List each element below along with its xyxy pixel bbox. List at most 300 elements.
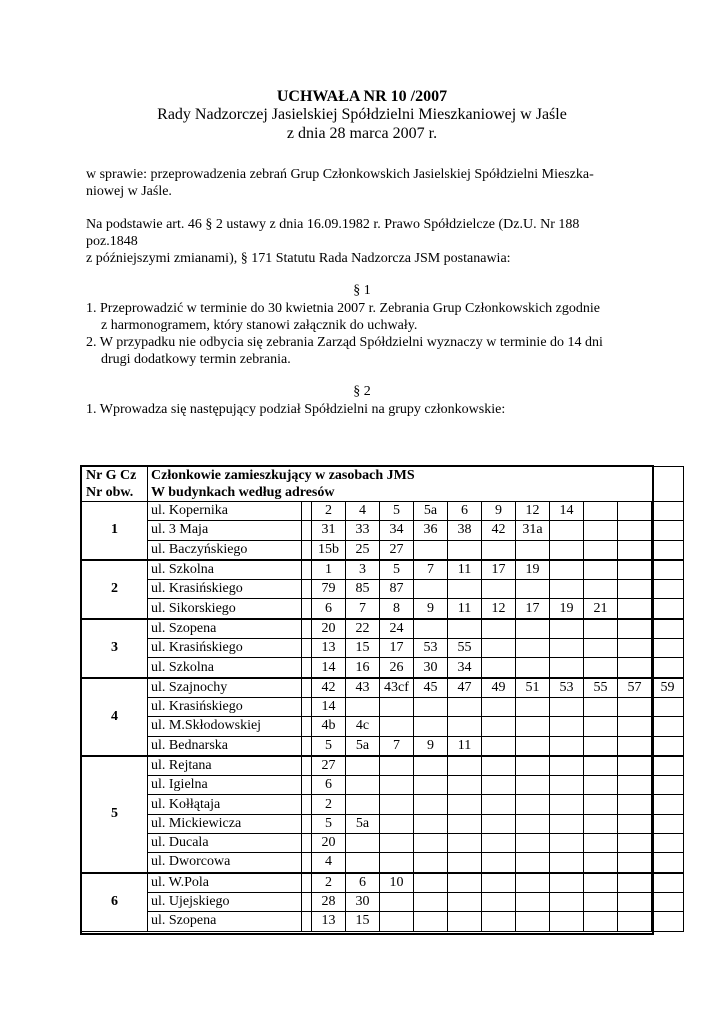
- empty-cell: [380, 814, 414, 833]
- empty-cell: [618, 619, 652, 639]
- house-number-cell: 17: [482, 560, 516, 580]
- empty-cell: [618, 540, 652, 560]
- table-row: [82, 540, 684, 560]
- house-number-cell: 24: [380, 619, 414, 639]
- house-number-cell: 15: [346, 639, 380, 658]
- empty-cell: [414, 756, 448, 776]
- house-number-cell: 28: [312, 892, 346, 911]
- empty-cell: [550, 736, 584, 756]
- street-cell: ul. Krasińskiego: [148, 639, 302, 658]
- empty-cell: [550, 892, 584, 911]
- empty-cell: [482, 814, 516, 833]
- street-cell: ul. M.Skłodowskiej: [148, 717, 302, 736]
- house-number-cell: 4: [312, 853, 346, 873]
- empty-cell: [448, 619, 482, 639]
- paragraph-2-heading: § 2: [353, 384, 371, 399]
- table-row: [82, 560, 684, 580]
- empty-cell: [550, 717, 584, 736]
- house-number-cell: 11: [448, 599, 482, 619]
- table-row: [82, 502, 684, 521]
- empty-cell: [448, 795, 482, 814]
- house-number-cell: 55: [584, 678, 618, 698]
- spacer-cell: [302, 658, 312, 678]
- house-number-cell: 8: [380, 599, 414, 619]
- house-number-cell: 4: [346, 502, 380, 521]
- house-number-cell: 57: [618, 678, 652, 698]
- street-cell: ul. Szkolna: [148, 658, 302, 678]
- house-number-cell: 16: [346, 658, 380, 678]
- house-number-cell: 38: [448, 521, 482, 540]
- street-cell: ul. Bednarska: [148, 736, 302, 756]
- house-number-cell: 21: [584, 599, 618, 619]
- empty-cell: [550, 834, 584, 853]
- point-2-line-2: drugi dodatkowy termin zebrania.: [101, 352, 291, 367]
- empty-cell: [516, 658, 550, 678]
- street-cell: ul. Krasińskiego: [148, 580, 302, 599]
- members-header: [148, 467, 684, 485]
- members-header-line-2: W budynkach według adresów: [151, 485, 335, 500]
- group-number-cell: 3: [82, 619, 148, 678]
- house-number-cell: 15b: [312, 540, 346, 560]
- empty-cell: [652, 853, 684, 873]
- house-number-cell: 12: [516, 502, 550, 521]
- house-number-cell: 7: [380, 736, 414, 756]
- empty-cell: [448, 580, 482, 599]
- street-cell: ul. Mickiewicza: [148, 814, 302, 833]
- empty-cell: [482, 892, 516, 911]
- street-cell: ul. W.Pola: [148, 873, 302, 893]
- house-number-cell: 55: [448, 639, 482, 658]
- house-number-cell: 13: [312, 912, 346, 931]
- empty-cell: [414, 717, 448, 736]
- table-row: [82, 756, 684, 776]
- point-1-line-1: 1. Przeprowadzić w terminie do 30 kwietnia 2007 r. Zebrania Grup Członkowskich zgodnie: [86, 301, 600, 316]
- empty-cell: [652, 776, 684, 795]
- empty-cell: [516, 639, 550, 658]
- house-number-cell: 27: [312, 756, 346, 776]
- table-row: [82, 599, 684, 619]
- house-number-cell: 30: [414, 658, 448, 678]
- house-number-cell: 5a: [346, 814, 380, 833]
- house-number-cell: 12: [482, 599, 516, 619]
- house-number-cell: 51: [516, 678, 550, 698]
- empty-cell: [618, 580, 652, 599]
- street-cell: ul. Dworcowa: [148, 853, 302, 873]
- empty-cell: [550, 540, 584, 560]
- house-number-cell: 7: [346, 599, 380, 619]
- empty-cell: [618, 599, 652, 619]
- table-row: [82, 873, 684, 893]
- empty-cell: [550, 814, 584, 833]
- empty-cell: [448, 697, 482, 716]
- empty-cell: [380, 853, 414, 873]
- paragraph-1-heading: § 1: [353, 283, 371, 298]
- empty-cell: [448, 717, 482, 736]
- legal-basis-line-1: Na podstawie art. 46 § 2 ustawy z dnia 16.09.1982 r. Prawo Spółdzielcze (Dz.U. Nr 188: [86, 217, 580, 232]
- empty-cell: [618, 834, 652, 853]
- house-number-cell: 33: [346, 521, 380, 540]
- members-header-line-1: Członkowie zamieszkujący w zasobach JMS: [151, 468, 415, 483]
- empty-cell: [380, 776, 414, 795]
- empty-cell: [414, 873, 448, 893]
- table-row: [82, 639, 684, 658]
- table-row: [82, 717, 684, 736]
- table-row: [82, 834, 684, 853]
- house-number-cell: 30: [346, 892, 380, 911]
- spacer-cell: [302, 853, 312, 873]
- empty-cell: [516, 912, 550, 931]
- empty-cell: [414, 814, 448, 833]
- table-row: [82, 853, 684, 873]
- house-number-cell: 19: [516, 560, 550, 580]
- empty-cell: [652, 697, 684, 716]
- empty-cell: [482, 697, 516, 716]
- spacer-cell: [302, 814, 312, 833]
- empty-cell: [482, 540, 516, 560]
- empty-cell: [550, 580, 584, 599]
- house-number-cell: 31a: [516, 521, 550, 540]
- empty-cell: [550, 658, 584, 678]
- empty-cell: [618, 639, 652, 658]
- empty-cell: [584, 814, 618, 833]
- spacer-cell: [302, 619, 312, 639]
- house-number-cell: 34: [380, 521, 414, 540]
- house-number-cell: 42: [482, 521, 516, 540]
- house-number-cell: 17: [380, 639, 414, 658]
- empty-cell: [652, 912, 684, 931]
- house-number-cell: 13: [312, 639, 346, 658]
- empty-cell: [584, 834, 618, 853]
- empty-cell: [414, 834, 448, 853]
- house-number-cell: 5: [312, 736, 346, 756]
- empty-cell: [618, 658, 652, 678]
- empty-cell: [652, 892, 684, 911]
- empty-cell: [584, 756, 618, 776]
- empty-cell: [482, 619, 516, 639]
- group-number-cell: 1: [82, 502, 148, 560]
- spacer-cell: [302, 580, 312, 599]
- house-number-cell: 45: [414, 678, 448, 698]
- empty-cell: [618, 912, 652, 931]
- house-number-cell: 5: [380, 560, 414, 580]
- spacer-cell: [302, 521, 312, 540]
- empty-cell: [414, 580, 448, 599]
- empty-cell: [414, 776, 448, 795]
- empty-cell: [652, 736, 684, 756]
- house-number-cell: 17: [516, 599, 550, 619]
- spacer-cell: [302, 639, 312, 658]
- empty-cell: [516, 814, 550, 833]
- empty-cell: [414, 697, 448, 716]
- street-cell: ul. Rejtana: [148, 756, 302, 776]
- group-number-cell: 4: [82, 678, 148, 756]
- house-number-cell: 3: [346, 560, 380, 580]
- table-row: [82, 814, 684, 833]
- empty-cell: [584, 892, 618, 911]
- empty-cell: [652, 619, 684, 639]
- empty-cell: [584, 560, 618, 580]
- empty-cell: [652, 717, 684, 736]
- house-number-cell: 19: [550, 599, 584, 619]
- empty-cell: [652, 873, 684, 893]
- empty-cell: [584, 521, 618, 540]
- resolution-subtitle: Rady Nadzorczej Jasielskiej Spółdzielni Mieszkaniowej w Jaśle: [157, 106, 567, 123]
- empty-cell: [584, 717, 618, 736]
- house-number-cell: 20: [312, 834, 346, 853]
- spacer-cell: [302, 502, 312, 521]
- house-number-cell: 36: [414, 521, 448, 540]
- table-row: [82, 776, 684, 795]
- empty-cell: [414, 912, 448, 931]
- empty-cell: [448, 756, 482, 776]
- house-number-cell: 85: [346, 580, 380, 599]
- street-cell: ul. Szopena: [148, 912, 302, 931]
- empty-cell: [652, 599, 684, 619]
- empty-cell: [584, 639, 618, 658]
- empty-cell: [618, 736, 652, 756]
- spacer-cell: [302, 599, 312, 619]
- empty-cell: [516, 873, 550, 893]
- empty-cell: [448, 834, 482, 853]
- house-number-cell: 11: [448, 736, 482, 756]
- house-number-cell: 14: [312, 658, 346, 678]
- table-row: [82, 658, 684, 678]
- house-number-cell: 6: [312, 776, 346, 795]
- subject-line-2: niowej w Jaśle.: [86, 184, 172, 199]
- empty-cell: [550, 853, 584, 873]
- spacer-cell: [302, 795, 312, 814]
- house-number-cell: 6: [448, 502, 482, 521]
- point-1-line-2: z harmonogramem, który stanowi załącznik do uchwały.: [101, 318, 418, 333]
- member-groups-table: [81, 466, 684, 932]
- house-number-cell: 5: [312, 814, 346, 833]
- empty-cell: [618, 717, 652, 736]
- table-row: [82, 678, 684, 698]
- house-number-cell: 59: [652, 678, 684, 698]
- house-number-cell: 4b: [312, 717, 346, 736]
- street-cell: ul. Sikorskiego: [148, 599, 302, 619]
- point-3-line-1: 1. Wprowadza się następujący podział Spółdzielni na grupy członkowskie:: [86, 402, 506, 417]
- empty-cell: [346, 697, 380, 716]
- empty-cell: [618, 560, 652, 580]
- empty-cell: [482, 873, 516, 893]
- empty-cell: [584, 580, 618, 599]
- spacer-cell: [302, 892, 312, 911]
- table-header-row: [82, 467, 684, 485]
- empty-cell: [448, 873, 482, 893]
- group-number-cell: 5: [82, 756, 148, 873]
- empty-cell: [550, 795, 584, 814]
- empty-cell: [618, 892, 652, 911]
- house-number-cell: 7: [414, 560, 448, 580]
- empty-cell: [448, 540, 482, 560]
- house-number-cell: 47: [448, 678, 482, 698]
- house-number-cell: 2: [312, 873, 346, 893]
- empty-cell: [482, 912, 516, 931]
- empty-cell: [482, 717, 516, 736]
- empty-cell: [516, 717, 550, 736]
- table-row: [82, 795, 684, 814]
- table-row: [82, 697, 684, 716]
- house-number-cell: 79: [312, 580, 346, 599]
- empty-cell: [618, 756, 652, 776]
- empty-cell: [414, 540, 448, 560]
- empty-cell: [380, 756, 414, 776]
- table-row: [82, 892, 684, 911]
- table-row: [82, 521, 684, 540]
- empty-cell: [618, 795, 652, 814]
- empty-cell: [448, 814, 482, 833]
- empty-cell: [652, 795, 684, 814]
- members-header-sub: [148, 484, 684, 502]
- spacer-cell: [302, 540, 312, 560]
- empty-cell: [584, 795, 618, 814]
- empty-cell: [584, 912, 618, 931]
- empty-cell: [550, 521, 584, 540]
- spacer-cell: [302, 560, 312, 580]
- house-number-cell: 53: [550, 678, 584, 698]
- spacer-cell: [302, 736, 312, 756]
- empty-cell: [482, 756, 516, 776]
- empty-cell: [516, 795, 550, 814]
- street-cell: ul. Krasińskiego: [148, 697, 302, 716]
- spacer-cell: [302, 756, 312, 776]
- empty-cell: [550, 697, 584, 716]
- street-cell: ul. Szajnochy: [148, 678, 302, 698]
- house-number-cell: 5a: [414, 502, 448, 521]
- house-number-cell: 49: [482, 678, 516, 698]
- group-number-header-line-1: Nr G Cz: [86, 468, 137, 483]
- empty-cell: [584, 502, 618, 521]
- empty-cell: [516, 756, 550, 776]
- street-cell: ul. Kopernika: [148, 502, 302, 521]
- empty-cell: [380, 717, 414, 736]
- empty-cell: [652, 814, 684, 833]
- empty-cell: [346, 834, 380, 853]
- street-cell: ul. Igielna: [148, 776, 302, 795]
- empty-cell: [652, 756, 684, 776]
- house-number-cell: 22: [346, 619, 380, 639]
- house-number-cell: 11: [448, 560, 482, 580]
- spacer-cell: [302, 678, 312, 698]
- empty-cell: [618, 776, 652, 795]
- house-number-cell: 10: [380, 873, 414, 893]
- empty-cell: [584, 619, 618, 639]
- street-cell: ul. Szopena: [148, 619, 302, 639]
- house-number-cell: 15: [346, 912, 380, 931]
- empty-cell: [652, 639, 684, 658]
- empty-cell: [584, 736, 618, 756]
- house-number-cell: 20: [312, 619, 346, 639]
- spacer-cell: [302, 873, 312, 893]
- house-number-cell: 26: [380, 658, 414, 678]
- empty-cell: [346, 756, 380, 776]
- empty-cell: [414, 892, 448, 911]
- empty-cell: [380, 912, 414, 931]
- empty-cell: [414, 853, 448, 873]
- table-row: [82, 912, 684, 931]
- empty-cell: [584, 776, 618, 795]
- empty-cell: [550, 912, 584, 931]
- spacer-cell: [302, 717, 312, 736]
- empty-cell: [414, 619, 448, 639]
- empty-cell: [380, 697, 414, 716]
- empty-cell: [448, 853, 482, 873]
- empty-cell: [652, 834, 684, 853]
- house-number-cell: 14: [550, 502, 584, 521]
- house-number-cell: 43: [346, 678, 380, 698]
- point-2-line-1: 2. W przypadku nie odbycia się zebrania Zarząd Spółdzielni wyznaczy w terminie do 14 dni: [86, 335, 603, 350]
- empty-cell: [516, 580, 550, 599]
- street-cell: ul. Szkolna: [148, 560, 302, 580]
- table-row: [82, 619, 684, 639]
- empty-cell: [346, 795, 380, 814]
- street-cell: ul. Ducala: [148, 834, 302, 853]
- house-number-cell: 1: [312, 560, 346, 580]
- street-cell: ul. Baczyńskiego: [148, 540, 302, 560]
- empty-cell: [482, 658, 516, 678]
- house-number-cell: 2: [312, 502, 346, 521]
- empty-cell: [584, 697, 618, 716]
- empty-cell: [550, 560, 584, 580]
- table-row: [82, 736, 684, 756]
- table-row: [82, 580, 684, 599]
- empty-cell: [346, 853, 380, 873]
- empty-cell: [380, 834, 414, 853]
- group-number-header-line-2: Nr obw.: [86, 485, 134, 500]
- empty-cell: [618, 697, 652, 716]
- empty-cell: [516, 540, 550, 560]
- house-number-cell: 9: [414, 599, 448, 619]
- spacer-cell: [302, 697, 312, 716]
- empty-cell: [482, 853, 516, 873]
- empty-cell: [448, 912, 482, 931]
- house-number-cell: 5: [380, 502, 414, 521]
- empty-cell: [550, 619, 584, 639]
- empty-cell: [618, 873, 652, 893]
- empty-cell: [346, 776, 380, 795]
- empty-cell: [584, 658, 618, 678]
- empty-cell: [516, 619, 550, 639]
- empty-cell: [380, 892, 414, 911]
- empty-cell: [482, 580, 516, 599]
- house-number-cell: 87: [380, 580, 414, 599]
- empty-cell: [516, 697, 550, 716]
- house-number-cell: 14: [312, 697, 346, 716]
- empty-cell: [516, 834, 550, 853]
- empty-cell: [482, 776, 516, 795]
- empty-cell: [448, 776, 482, 795]
- street-cell: ul. Ujejskiego: [148, 892, 302, 911]
- house-number-cell: 6: [312, 599, 346, 619]
- house-number-cell: 42: [312, 678, 346, 698]
- empty-cell: [414, 795, 448, 814]
- empty-cell: [550, 639, 584, 658]
- empty-cell: [550, 756, 584, 776]
- empty-cell: [482, 795, 516, 814]
- house-number-cell: 43cf: [380, 678, 414, 698]
- group-number-cell: 6: [82, 873, 148, 931]
- empty-cell: [618, 814, 652, 833]
- legal-basis-line-2: poz.1848: [86, 234, 138, 249]
- empty-cell: [448, 892, 482, 911]
- empty-cell: [550, 873, 584, 893]
- house-number-cell: 25: [346, 540, 380, 560]
- house-number-cell: 9: [414, 736, 448, 756]
- empty-cell: [482, 639, 516, 658]
- empty-cell: [652, 521, 684, 540]
- empty-cell: [584, 853, 618, 873]
